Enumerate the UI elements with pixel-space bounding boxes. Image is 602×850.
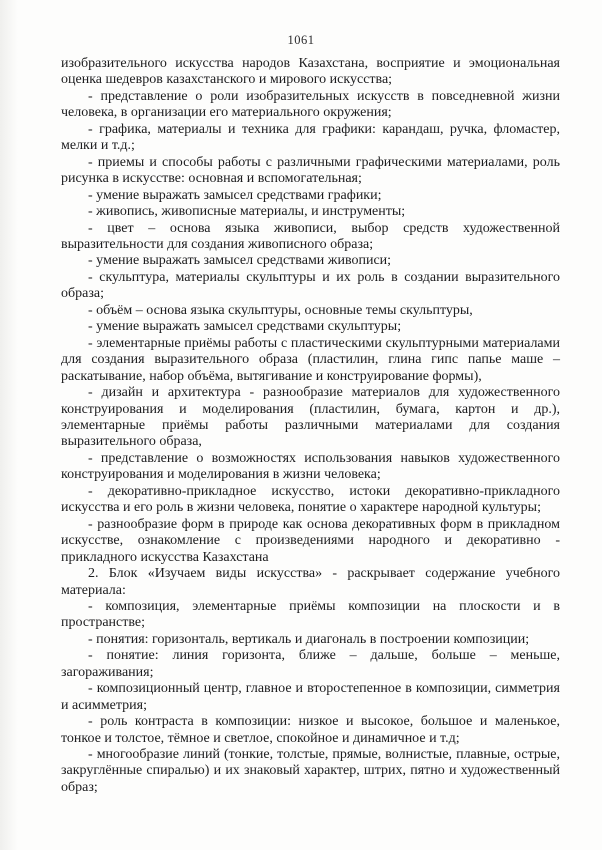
paragraph: - дизайн и архитектура - разнообразие материалов для художественного конструирования и моделирования (пластилин, бумага, картон и др.), элементарные приёмы работы различными материалами для создания выразительного образа,	[61, 385, 560, 450]
paragraph: - разнообразие форм в природе как основа декоративных форм в прикладном искусстве, ознакомление с произведениями народного и декоративно - прикладного искусства Казахстана	[61, 516, 560, 565]
document-body	[61, 56, 560, 796]
paragraph: - умение выражать замысел средствами графики;	[88, 187, 382, 203]
paragraph: - объём – основа языка скульптуры, основные темы скульптуры,	[88, 302, 473, 318]
paragraph: - представление о роли изобразительных искусств в повседневной жизни человека, в организации его материального окружения;	[61, 88, 560, 121]
paragraph: - понятие: линия горизонта, ближе – дальше, больше – меньше, загораживания;	[61, 648, 560, 680]
paragraph: - роль контраста в композиции: низкое и высокое, большое и маленькое, тонкое и толстое, тёмное и светлое, спокойное и динамичное и т.д;	[61, 714, 560, 746]
paragraph: - графика, материалы и техника для графики: карандаш, ручка, фломастер, мелки и т.д.;	[61, 121, 560, 154]
paragraph: - композиция, элементарные приёмы композиции на плоскости и в пространстве;	[61, 598, 560, 631]
paragraph: - живопись, живописные материалы, и инструменты;	[88, 204, 406, 220]
paragraph: изобразительного искусства народов Казахстана, восприятие и эмоциональная оценка шедевров казахстанского и мирового искусства;	[61, 56, 560, 88]
paragraph: 2. Блок «Изучаем виды искусства» - раскрывает содержание учебного материала:	[61, 566, 560, 598]
paragraph: - скульптура, материалы скульптуры и их роль в создании выразительного образа;	[61, 269, 560, 302]
paragraph: - представление о возможностях использования навыков художественного конструирования и моделирования в жизни человека;	[61, 450, 560, 483]
page-number: 1061	[287, 33, 315, 47]
paragraph: - умение выражать замысел средствами живописи;	[88, 253, 392, 269]
paragraph: - умение выражать замысел средствами скульптуры;	[88, 319, 402, 335]
paragraph: - композиционный центр, главное и второстепенное в композиции, симметрия и асимметрия;	[61, 681, 560, 713]
paragraph: - понятия: горизонталь, вертикаль и диагональ в построении композиции;	[88, 631, 530, 647]
paragraph: - элементарные приёмы работы с пластическими скульптурными материалами для создания выразительного образа (пластилин, глина гипс папье маше – раскатывание, набор объёма, вытягивание и конструирование формы),	[61, 335, 560, 384]
paragraph: - цвет – основа языка живописи, выбор средств художественной выразительности для создания живописного образа;	[61, 220, 560, 252]
paragraph: - декоративно-прикладное искусство, истоки декоративно-прикладного искусства и его роль в жизни человека, понятие о характере народной культуры;	[61, 483, 560, 516]
paragraph: - приемы и способы работы с различными графическими материалами, роль рисунка в искусстве: основная и вспомогательная;	[61, 154, 560, 187]
paragraph: - многообразие линий (тонкие, толстые, прямые, волнистые, плавные, острые, закруглённые спиралью) и их знаковый характер, штрих, пятно и художественный образ;	[61, 747, 560, 795]
